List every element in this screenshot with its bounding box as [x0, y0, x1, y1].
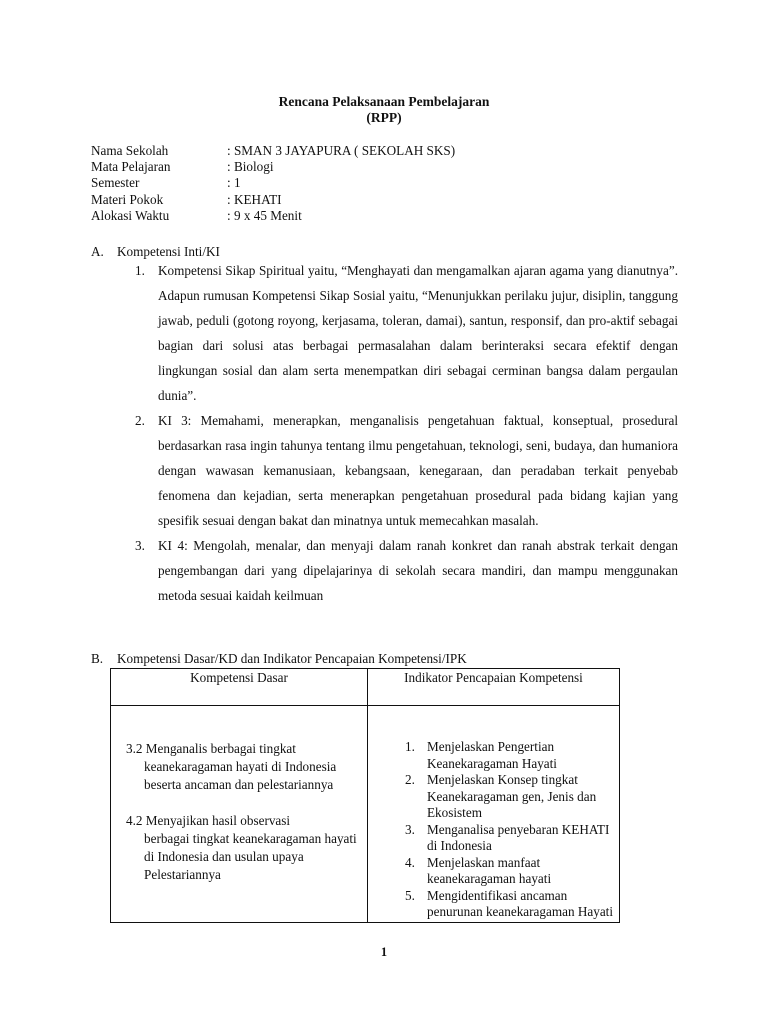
meta-row-semester [91, 175, 455, 191]
meta-key: Mata Pelajaran [91, 159, 171, 175]
indicator-item [405, 822, 614, 855]
meta-value: : 1 [227, 175, 241, 191]
indicator-text: Menjelaskan Konsep tingkat Keanekaragaman gen, Jenis dan Ekosistem [427, 772, 597, 820]
meta-row-topic [91, 192, 455, 208]
section-title: Kompetensi Dasar/KD dan Indikator Pencapaian Kompetensi/IPK [117, 651, 467, 666]
kd-item [112, 812, 366, 884]
document-subtitle: (RPP) [366, 110, 402, 125]
kd-first-line: 4.2 Menyajikan hasil observasi [126, 813, 291, 828]
indicator-item [405, 772, 614, 822]
meta-key: Materi Pokok [91, 191, 164, 207]
meta-key: Alokasi Waktu [91, 207, 170, 223]
ipk-cell [368, 706, 620, 923]
indicator-text: Mengidentifikasi ancaman penurunan keanekaragaman Hayati [427, 887, 613, 919]
list-text: Kompetensi Sikap Spiritual yaitu, “Menghayati dan mengamalkan ajaran agama yang dianutnya”. Adapun rumusan Kompetensi Sikap Sosial yaitu, “Menunjukkan perilaku jujur, disiplin, tanggung jawab, peduli (gotong royong, kerjasama, toleran, damai), santun, responsif, dan pro-aktif sebagai bagian dari solusi atas berbagai permasalahan dalam berinteraksi secara efektif dengan lingkungan sosial dan alam serta menempatkan diri sebagai cerminan bangsa dalam pergaulan dunia”. [158, 263, 678, 403]
table-row [111, 706, 620, 923]
indicator-number: 1. [405, 739, 415, 754]
list-number: 3. [135, 538, 145, 553]
list-number: 1. [135, 263, 145, 278]
indicator-number: 5. [405, 887, 415, 903]
indicator-text: Menjelaskan manfaat keanekaragaman hayati [427, 854, 552, 886]
section-b-heading [91, 651, 467, 667]
kd-rest-lines: berbagai tingkat keanekaragaman hayati di Indonesia dan usulan upaya Pelestariannya [144, 831, 357, 882]
list-item [135, 258, 678, 408]
indicator-number: 4. [405, 854, 415, 870]
indicator-text: Menjelaskan Pengertian Keanekaragaman Hayati [427, 739, 557, 771]
section-letter: B. [91, 651, 104, 666]
meta-row-school [91, 143, 455, 159]
table-header-kd: Kompetensi Dasar [111, 669, 368, 706]
meta-key: Semester [91, 175, 140, 191]
indicator-list [369, 739, 618, 921]
identity-block [91, 143, 455, 224]
kd-cell [111, 706, 368, 923]
list-item [135, 408, 678, 533]
indicator-number: 2. [405, 772, 415, 787]
document-title: Rencana Pelaksanaan Pembelajaran [278, 94, 490, 109]
meta-value: : SMAN 3 JAYAPURA ( SEKOLAH SKS) [227, 143, 456, 158]
meta-value: : 9 x 45 Menit [227, 207, 302, 223]
table-header-row [111, 669, 620, 706]
page-number: 1 [380, 945, 388, 959]
list-text: KI 3: Memahami, menerapkan, menganalisis pengetahuan faktual, konseptual, prosedural berdasarkan rasa ingin tahunya tentang ilmu pengetahuan, teknologi, seni, budaya, dan humaniora dengan wawasan kemanusiaan, kebangsaan, kenegaraan, dan peradaban terkait penyebab fenomena dan kejadian, serta menerapkan pengetahuan prosedural pada bidang kajian yang spesifik sesuai dengan bakat dan minatnya untuk memecahkan masalah. [158, 413, 678, 528]
kd-first-line: 3.2 Menganalis berbagai tingkat [126, 741, 296, 756]
list-number: 2. [135, 413, 145, 428]
meta-value: : Biologi [227, 159, 274, 175]
table-header-ipk: Indikator Pencapaian Kompetensi [368, 669, 620, 706]
core-competency-list [135, 258, 678, 608]
section-title: Kompetensi Inti/KI [117, 244, 220, 259]
indicator-item [405, 739, 614, 772]
indicator-item [405, 855, 614, 888]
indicator-item [405, 888, 614, 921]
kd-rest-lines: keanekaragaman hayati di Indonesia beserta ancaman dan pelestariannya [144, 759, 337, 792]
meta-value: : KEHATI [227, 191, 282, 207]
list-item [135, 533, 678, 608]
indicator-text: Menganalisa penyebaran KEHATI di Indonesia [427, 821, 610, 853]
list-text: KI 4: Mengolah, menalar, dan menyaji dalam ranah konkret dan ranah abstrak terkait dengan pengembangan dari yang dipelajarinya di sekolah secara mandiri, dan mampu menggunakan metoda sesuai kaidah keilmuan [158, 538, 678, 603]
meta-key: Nama Sekolah [91, 143, 169, 158]
meta-row-time [91, 208, 455, 224]
meta-row-subject [91, 159, 455, 175]
competency-table [110, 668, 620, 923]
kd-item [112, 740, 366, 794]
section-letter: A. [91, 244, 104, 259]
indicator-number: 3. [405, 821, 415, 837]
